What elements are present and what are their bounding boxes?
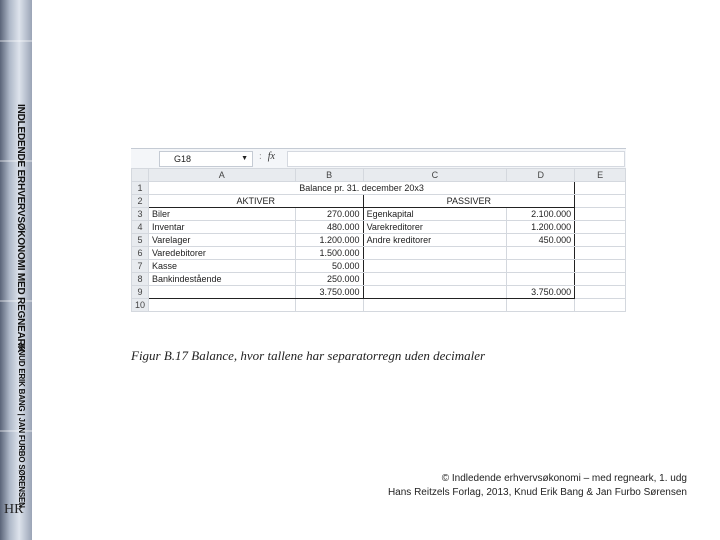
cell[interactable] <box>507 247 575 260</box>
row-header[interactable]: 7 <box>132 260 149 273</box>
cell[interactable] <box>575 208 626 221</box>
cell[interactable]: 50.000 <box>295 260 363 273</box>
chevron-down-icon[interactable]: ▼ <box>241 155 248 162</box>
publisher-logo: HR <box>4 502 24 517</box>
cell[interactable]: Varelager <box>148 234 295 247</box>
table-row <box>132 234 626 247</box>
cell[interactable] <box>507 260 575 273</box>
balance-title-cell[interactable]: Balance pr. 31. december 20x3 <box>148 182 574 195</box>
function-icon[interactable]: : fx <box>259 151 275 162</box>
row-header[interactable]: 6 <box>132 247 149 260</box>
cell[interactable]: Biler <box>148 208 295 221</box>
table-row <box>132 286 626 299</box>
table-row <box>132 273 626 286</box>
aktiver-header-cell[interactable]: AKTIVER <box>148 195 363 208</box>
spreadsheet-screenshot <box>131 148 626 334</box>
cell[interactable]: 270.000 <box>295 208 363 221</box>
book-cover-strip <box>0 0 32 540</box>
row-header[interactable]: 2 <box>132 195 149 208</box>
total-passiver-cell[interactable]: 3.750.000 <box>507 286 575 299</box>
figure-caption: Figur B.17 Balance, hvor tallene har separatorregn uden decimaler <box>131 348 486 363</box>
row-header[interactable]: 10 <box>132 299 149 312</box>
cell[interactable]: 1.200.000 <box>507 221 575 234</box>
cell[interactable] <box>575 286 626 299</box>
column-header-row <box>132 169 626 182</box>
copyright-footer <box>388 472 687 500</box>
cell[interactable]: Bankindestående <box>148 273 295 286</box>
passiver-header-cell[interactable]: PASSIVER <box>363 195 575 208</box>
row-header[interactable]: 5 <box>132 234 149 247</box>
cell[interactable]: 450.000 <box>507 234 575 247</box>
column-header[interactable]: D <box>507 169 575 182</box>
cell[interactable] <box>363 299 507 312</box>
cell[interactable] <box>575 247 626 260</box>
table-row <box>132 260 626 273</box>
footer-line: Hans Reitzels Forlag, 2013, Knud Erik Bang & Jan Furbo Sørensen <box>387 487 687 498</box>
cell[interactable] <box>148 286 295 299</box>
cell[interactable]: Andre kreditorer <box>363 234 507 247</box>
cell[interactable]: Egenkapital <box>363 208 507 221</box>
cell[interactable] <box>363 260 507 273</box>
cell[interactable] <box>575 195 626 208</box>
cell[interactable]: 1.200.000 <box>295 234 363 247</box>
column-header[interactable]: A <box>148 169 295 182</box>
cell[interactable]: 480.000 <box>295 221 363 234</box>
cell[interactable] <box>575 182 626 195</box>
cell[interactable]: Inventar <box>148 221 295 234</box>
cell[interactable]: Kasse <box>148 260 295 273</box>
spine-authors: KNUD ERIK BANG | JAN FURBO SØRENSEN <box>17 344 26 508</box>
cell[interactable]: Varedebitorer <box>148 247 295 260</box>
cell[interactable] <box>507 273 575 286</box>
cell[interactable] <box>575 273 626 286</box>
cell[interactable] <box>507 299 575 312</box>
table-row <box>132 299 626 312</box>
table-row <box>132 195 626 208</box>
cell[interactable]: 1.500.000 <box>295 247 363 260</box>
cell[interactable] <box>295 299 363 312</box>
total-aktiver-cell[interactable]: 3.750.000 <box>295 286 363 299</box>
select-all-corner[interactable] <box>132 169 149 182</box>
row-header[interactable]: 4 <box>132 221 149 234</box>
cell[interactable] <box>363 273 507 286</box>
row-header[interactable]: 9 <box>132 286 149 299</box>
table-row <box>132 182 626 195</box>
cell[interactable] <box>575 299 626 312</box>
cell[interactable] <box>363 286 507 299</box>
column-header[interactable]: B <box>295 169 363 182</box>
table-row <box>132 247 626 260</box>
cell[interactable] <box>148 299 295 312</box>
table-row <box>132 221 626 234</box>
footer-line: © Indledende erhvervsøkonomi – med regneark, 1. udg <box>441 473 687 484</box>
column-header[interactable]: C <box>363 169 507 182</box>
row-header[interactable]: 3 <box>132 208 149 221</box>
formula-bar <box>131 148 626 170</box>
cell[interactable]: 250.000 <box>295 273 363 286</box>
column-header[interactable]: E <box>575 169 626 182</box>
cell[interactable] <box>575 221 626 234</box>
cell[interactable] <box>363 247 507 260</box>
row-header[interactable]: 8 <box>132 273 149 286</box>
spreadsheet-grid <box>131 168 626 312</box>
cell[interactable]: Varekreditorer <box>363 221 507 234</box>
cell[interactable] <box>575 234 626 247</box>
formula-input[interactable] <box>287 151 625 167</box>
row-header[interactable]: 1 <box>132 182 149 195</box>
cell[interactable] <box>575 260 626 273</box>
name-box[interactable]: G18 ▼ <box>159 151 253 167</box>
spine-title: INDLEDENDE ERHVERVSØKONOMI MED REGNEARK <box>15 104 26 353</box>
cell[interactable]: 2.100.000 <box>507 208 575 221</box>
table-row <box>132 208 626 221</box>
